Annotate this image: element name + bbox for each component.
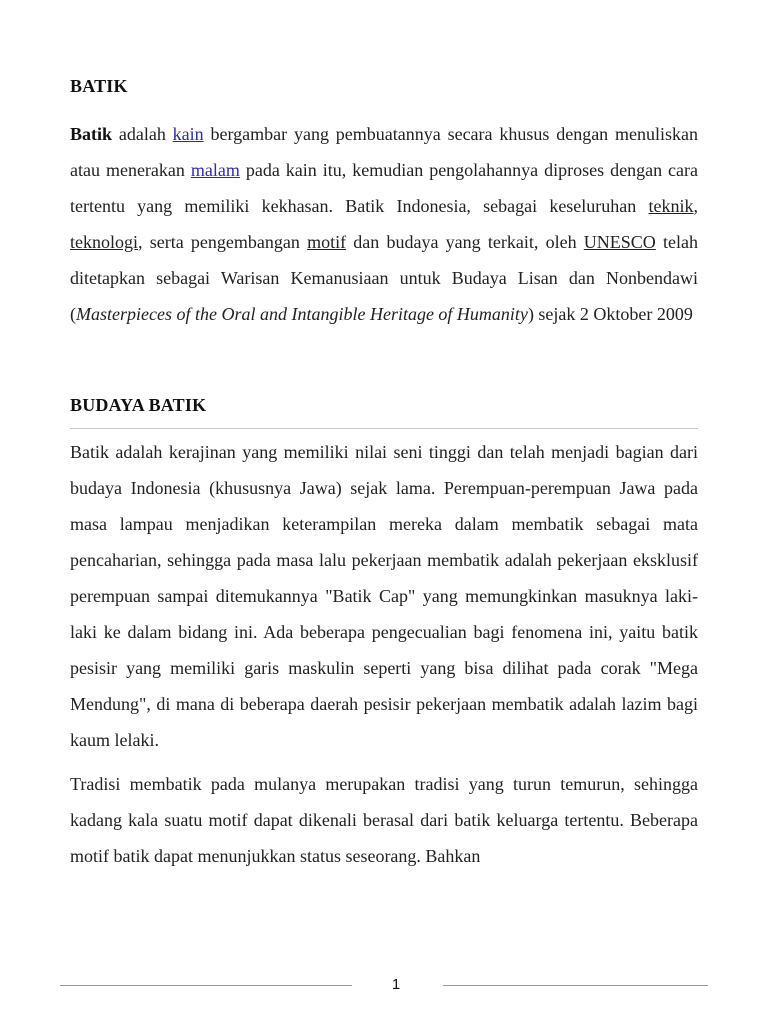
paragraph-batik-definition [70, 116, 698, 332]
paragraph-tradisi-membatik: Tradisi membatik pada mulanya merupakan tradisi yang turun temurun, sehingga kadang kala suatu motif dapat dikenali berasal dari batik keluarga tertentu. Beberapa motif batik dapat menunjukkan status seseorang. Bahkan [70, 774, 698, 866]
text-run: ) sejak 2 Oktober 2009 [527, 304, 693, 324]
link-kain[interactable]: kain [172, 124, 204, 144]
link-unesco[interactable]: UNESCO [583, 232, 656, 252]
link-motif[interactable]: motif [307, 232, 347, 252]
link-malam[interactable]: malam [190, 160, 240, 180]
page-number: 1 [391, 976, 401, 993]
text-run: , [693, 196, 698, 216]
text-run: pada kain itu, kemudian pengolahannya diproses dengan cara tertentu yang memiliki kekhasan. Batik Indonesia, sebagai keseluruhan [70, 160, 699, 216]
link-teknik[interactable]: teknik [648, 196, 694, 216]
text-run: adalah [112, 124, 173, 144]
section-heading-batik: BATIK [70, 76, 128, 96]
section-divider [70, 428, 698, 429]
text-run: telah ditetapkan sebagai Warisan Kemanusiaan untuk Budaya Lisan dan Nonbendawi ( [70, 232, 698, 324]
link-teknologi[interactable]: teknologi [70, 232, 138, 252]
text-run: , serta pengembangan [138, 232, 308, 252]
text-run: bergambar yang pembuatannya secara khusus dengan menuliskan atau menerakan [70, 124, 699, 180]
section-heading-budaya-batik: BUDAYA BATIK [70, 395, 207, 415]
paragraph-budaya-batik: Batik adalah kerajinan yang memiliki nilai seni tinggi dan telah menjadi bagian dari budaya Indonesia (khususnya Jawa) sejak lama. Perempuan-perempuan Jawa pada masa lampau menjadikan keterampilan mereka dalam membatik sebagai mata pencaharian, sehingga pada masa lalu pekerjaan membatik adalah pekerjaan eksklusif perempuan sampai ditemukannya "Batik Cap" yang memungkinkan masuknya laki-laki ke dalam bidang ini. Ada beberapa pengecualian bagi fenomena ini, yaitu batik pesisir yang memiliki garis maskulin seperti yang bisa dilihat pada corak "Mega Mendung", di mana di beberapa daerah pesisir pekerjaan membatik adalah lazim bagi kaum lelaki. [70, 442, 698, 750]
footer-rule-right [443, 985, 708, 986]
footer-rule-left [60, 985, 352, 986]
term-batik: Batik [70, 124, 113, 144]
text-run: dan budaya yang terkait, oleh [346, 232, 584, 252]
italic-english-title: Masterpieces of the Oral and Intangible Heritage of Humanity [76, 304, 528, 324]
